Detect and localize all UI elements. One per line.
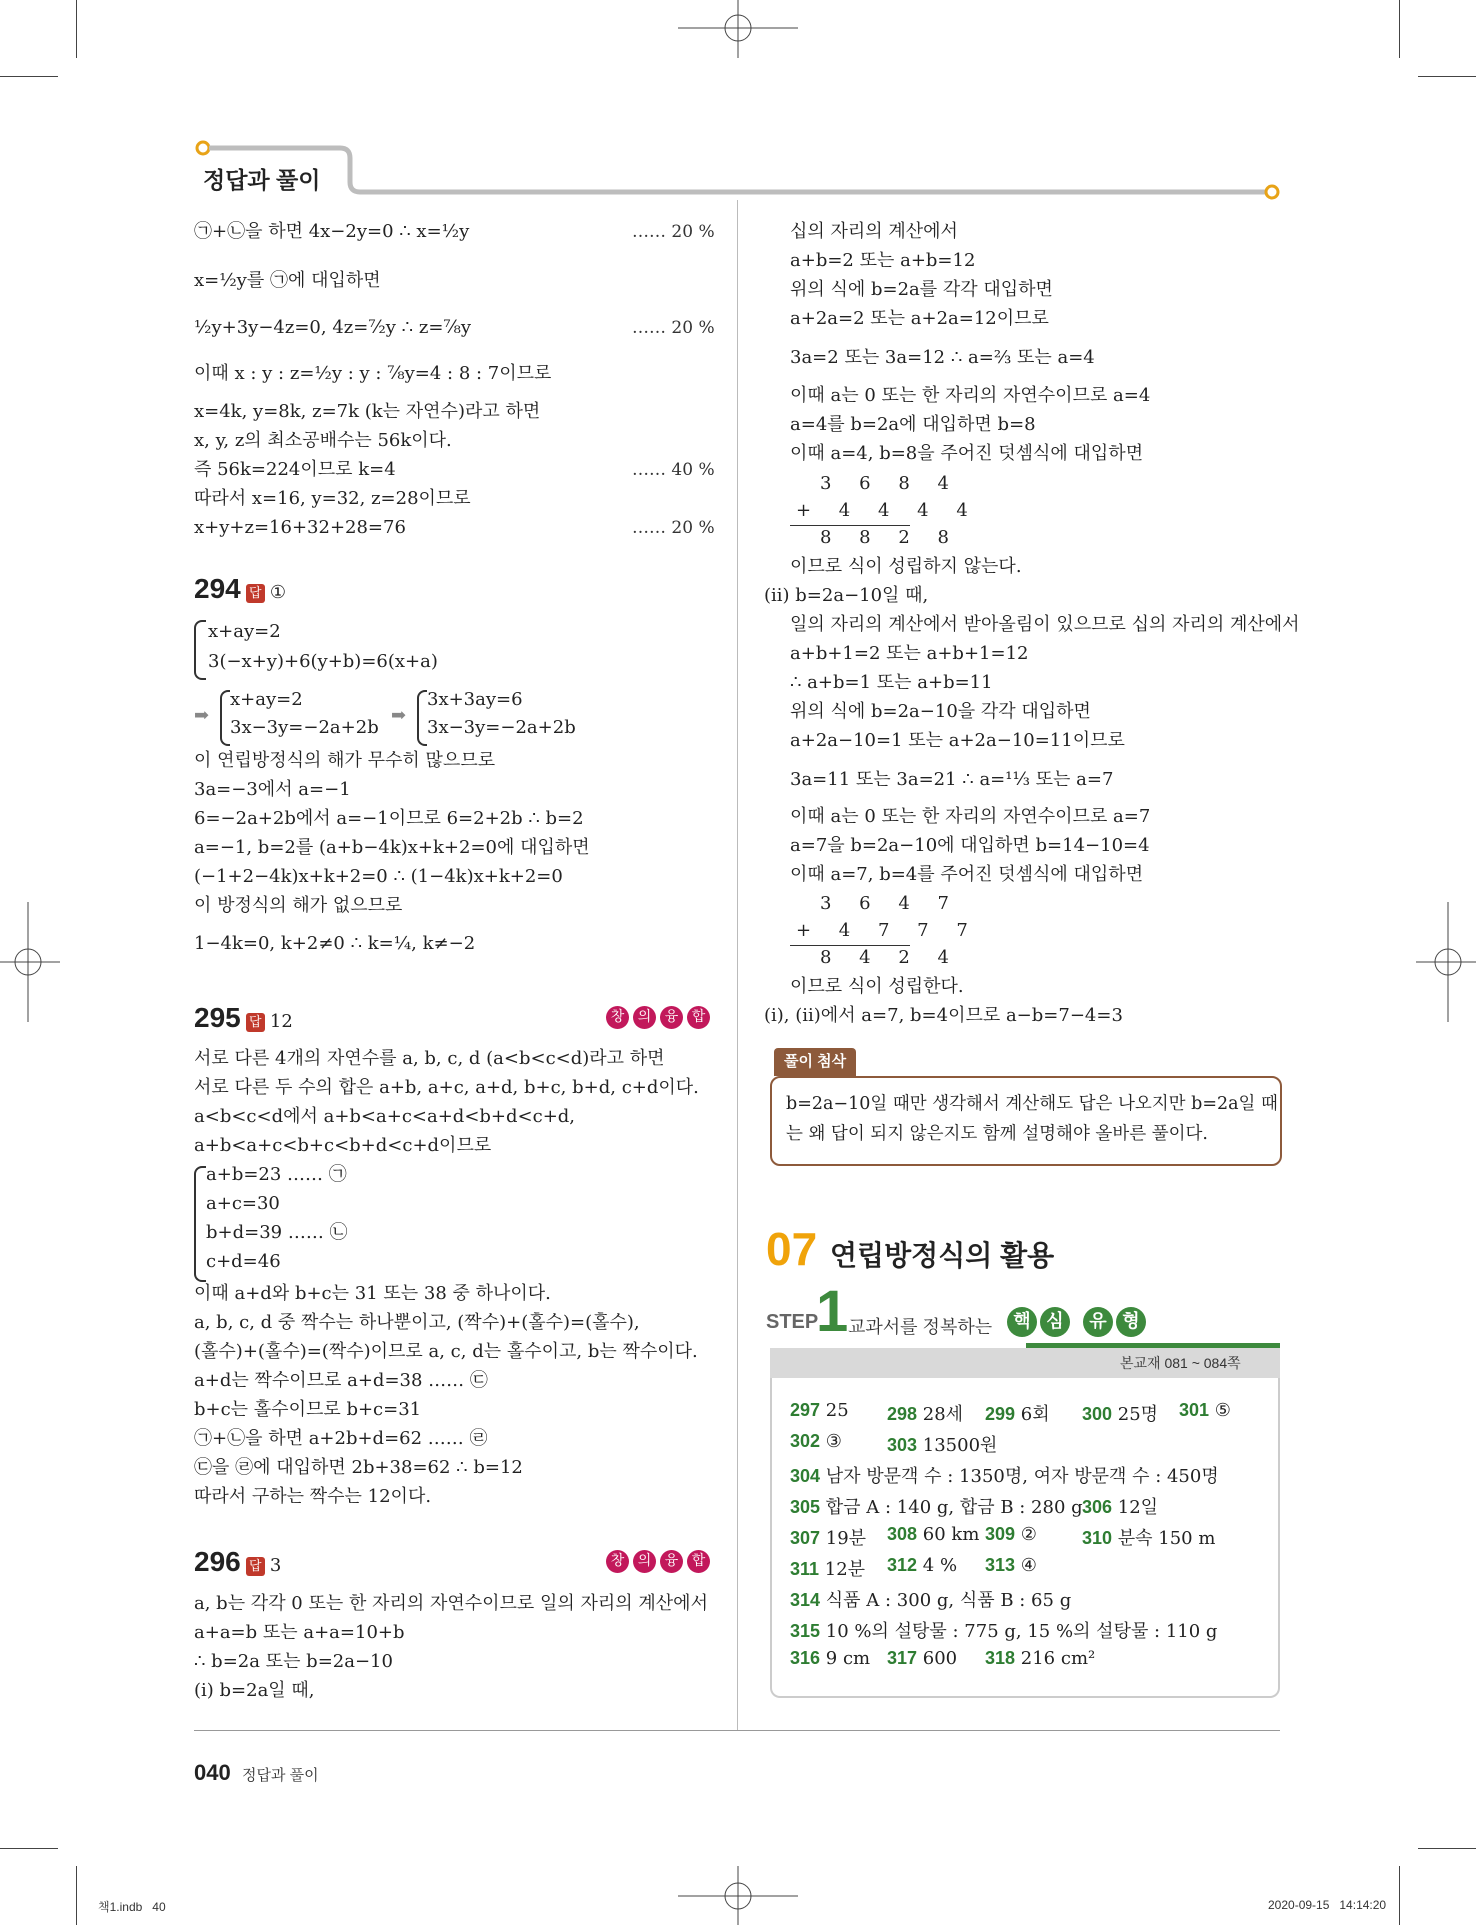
- question-answer: 28세: [922, 1404, 964, 1425]
- section-number: 07: [766, 1223, 818, 1275]
- solution-line: 십의 자리의 계산에서: [790, 221, 958, 242]
- problem-number: 295: [194, 1002, 241, 1033]
- solution-line: x+y+z=16+32+28=76: [194, 517, 406, 538]
- badge: 유: [1083, 1307, 1113, 1337]
- question-answer: 합금 A : 140 g, 합금 B : 280 g: [825, 1497, 1083, 1518]
- question-answer: 12분: [824, 1559, 866, 1580]
- question-answer: 남자 방문객 수 : 1350명, 여자 방문객 수 : 450명: [825, 1466, 1219, 1487]
- page-number: 040: [194, 1760, 231, 1785]
- question-number: 302: [790, 1431, 821, 1451]
- question-number: 301: [1179, 1400, 1210, 1420]
- question-number: 300: [1082, 1404, 1113, 1424]
- question-number: 306: [1082, 1497, 1113, 1517]
- solution-line: 이때 a는 0 또는 한 자리의 자연수이므로 a=7: [790, 806, 1151, 827]
- solution-line: a=−1, b=2를 (a+b−4k)x+k+2=0에 대입하면: [194, 837, 590, 858]
- equation: x+ay=2: [230, 689, 303, 710]
- solution-line: 따라서 구하는 짝수는 12이다.: [194, 1486, 432, 1507]
- brace-icon: [220, 690, 230, 746]
- trim-line: [0, 1848, 58, 1849]
- equation: a+c=30: [206, 1193, 280, 1214]
- solution-line: a+b=2 또는 a+b=12: [790, 250, 976, 271]
- section-title: 연립방정식의 활용: [830, 1240, 1055, 1271]
- brace-icon: [194, 620, 206, 680]
- solution-line: 이 방정식의 해가 없으므로: [194, 895, 403, 916]
- solution-line: 일의 자리의 계산에서 받아올림이 있으므로 십의 자리의 계산에서: [790, 614, 1300, 635]
- question-number: 318: [985, 1648, 1016, 1668]
- tip-text: 는 왜 답이 되지 않은지도 함께 설명해야 올바른 풀이다.: [786, 1124, 1208, 1144]
- answer-value: 3: [269, 1555, 282, 1576]
- addition-row: 8 8 2 8: [820, 527, 960, 548]
- score-percent: …… 20 %: [632, 318, 715, 338]
- badge: 심: [1040, 1307, 1070, 1337]
- question-answer: ③: [825, 1431, 842, 1452]
- question-number: 315: [790, 1621, 821, 1641]
- question-number: 310: [1082, 1528, 1113, 1548]
- question-answer: 600: [922, 1648, 958, 1669]
- solution-line: 위의 식에 b=2a를 각각 대입하면: [790, 279, 1053, 300]
- solution-line: 3a=11 또는 3a=21 ∴ a=¹¹⁄₃ 또는 a=7: [790, 769, 1114, 790]
- question-answer: 분속 150 m: [1117, 1528, 1216, 1549]
- tip-text: b=2a−10일 때만 생각해서 계산해도 답은 나오지만 b=2a일 때: [786, 1094, 1278, 1114]
- problem-heading: [194, 1546, 281, 1580]
- brace-icon: [194, 1166, 206, 1282]
- addition-row: + 4 7 7 7: [796, 920, 979, 941]
- badge: 융: [660, 1550, 683, 1573]
- answer-row: [790, 1617, 1217, 1643]
- question-answer: 4 %: [922, 1555, 958, 1576]
- problem-heading: [194, 573, 286, 607]
- problem-heading: [194, 1002, 293, 1036]
- trim-line: [1418, 76, 1476, 77]
- footer-title: 정답과 풀이: [242, 1767, 319, 1784]
- solution-line: ∴ a+b=1 또는 a+b=11: [790, 672, 993, 693]
- badge: 의: [633, 1006, 656, 1029]
- answer-row: [790, 1586, 1071, 1612]
- question-number: 303: [887, 1435, 918, 1455]
- question-answer: 12일: [1117, 1497, 1159, 1518]
- badge: 형: [1116, 1307, 1146, 1337]
- question-number: 298: [887, 1404, 918, 1424]
- footer-rule: [194, 1730, 1280, 1731]
- badge: 의: [633, 1550, 656, 1573]
- page-header-title: 정답과 풀이: [203, 167, 321, 193]
- equation: 3(−x+y)+6(y+b)=6(x+a): [208, 651, 438, 672]
- solution-line: 이때 a=4, b=8을 주어진 덧셈식에 대입하면: [790, 443, 1144, 464]
- solution-line: a+d는 짝수이므로 a+d=38 …… ㉢: [194, 1370, 488, 1391]
- crop-mark-left: [0, 902, 60, 1022]
- header-bar: [190, 140, 1280, 200]
- question-answer: 19분: [825, 1528, 867, 1549]
- question-answer: ②: [1020, 1524, 1037, 1545]
- solution-line: ㉠+㉡을 하면 4x−2y=0 ∴ x=½y: [194, 221, 470, 242]
- solution-line: a=7을 b=2a−10에 대입하면 b=14−10=4: [790, 835, 1150, 856]
- question-answer: 9 cm: [825, 1648, 871, 1669]
- question-number: 314: [790, 1590, 821, 1610]
- solution-line: a+b+1=2 또는 a+b+1=12: [790, 643, 1029, 664]
- equation: a+b=23 …… ㉠: [206, 1164, 347, 1185]
- solution-line: 이때 x : y : z=½y : y : ⁷⁄₈y=4 : 8 : 7이므로: [194, 363, 552, 384]
- addition-row: + 4 4 4 4: [796, 500, 979, 521]
- solution-line: a+a=b 또는 a+a=10+b: [194, 1622, 405, 1643]
- addition-row: 8 4 2 4: [820, 947, 960, 968]
- trim-line: [0, 76, 58, 77]
- solution-line: (ii) b=2a−10일 때,: [764, 585, 929, 606]
- solution-line: 이때 a+d와 b+c는 31 또는 38 중 하나이다.: [194, 1283, 551, 1304]
- question-number: 305: [790, 1497, 821, 1517]
- question-number: 316: [790, 1648, 821, 1668]
- question-answer: 6회: [1020, 1404, 1050, 1425]
- solution-line: a=4를 b=2a에 대입하면 b=8: [790, 414, 1036, 435]
- solution-line: 1−4k=0, k+2≠0 ∴ k=¼, k≠−2: [194, 933, 476, 954]
- crop-mark-right: [1416, 902, 1476, 1022]
- solution-line: 이 연립방정식의 해가 무수히 많으므로: [194, 750, 496, 771]
- solution-line: (i), (ii)에서 a=7, b=4이므로 a−b=7−4=3: [764, 1005, 1123, 1026]
- step-badges: [1004, 1307, 1146, 1337]
- question-number: 311: [790, 1559, 820, 1579]
- equation: 3x−3y=−2a+2b: [427, 717, 576, 738]
- solution-line: ∴ b=2a 또는 b=2a−10: [194, 1651, 393, 1672]
- solution-line: 즉 56k=224이므로 k=4: [194, 459, 396, 480]
- addition-row: 3 6 4 7: [820, 893, 960, 914]
- badge: 융: [660, 1006, 683, 1029]
- question-answer: 25: [825, 1400, 849, 1421]
- solution-line: 6=−2a+2b에서 a=−1이므로 6=2+2b ∴ b=2: [194, 808, 584, 829]
- solution-line: ㉠+㉡을 하면 a+2b+d=62 …… ㉣: [194, 1428, 488, 1449]
- arrow-icon: ➡: [194, 705, 210, 726]
- question-answer: 10 %의 설탕물 : 775 g, 15 %의 설탕물 : 110 g: [825, 1621, 1218, 1642]
- problem-number: 294: [194, 573, 241, 604]
- crop-mark-bottom: [678, 1866, 798, 1925]
- question-answer: 25명: [1117, 1404, 1159, 1425]
- solution-line: 이때 a는 0 또는 한 자리의 자연수이므로 a=4: [790, 385, 1151, 406]
- solution-line: 이므로 식이 성립한다.: [790, 976, 964, 997]
- solution-line: a+2a=2 또는 a+2a=12이므로: [790, 308, 1049, 329]
- question-number: 297: [790, 1400, 821, 1420]
- score-percent: …… 40 %: [632, 460, 715, 480]
- tip-label: 풀이 첨삭: [774, 1048, 856, 1076]
- answer-value: ①: [269, 582, 287, 603]
- arrow-icon: ➡: [391, 705, 407, 726]
- badge: 핵: [1007, 1307, 1037, 1337]
- trim-line: [1399, 1866, 1400, 1925]
- solution-line: 따라서 x=16, y=32, z=28이므로: [194, 488, 471, 509]
- question-answer: 60 km: [922, 1524, 980, 1545]
- badge: 창: [606, 1006, 629, 1029]
- answer-tag: 답: [246, 1557, 265, 1576]
- answer-tag: 답: [246, 584, 265, 603]
- answer-row: [790, 1462, 1219, 1488]
- solution-line: a+2a−10=1 또는 a+2a−10=11이므로: [790, 730, 1125, 751]
- equation: x+ay=2: [208, 621, 281, 642]
- trim-line: [76, 1866, 77, 1925]
- solution-line: x=½y를 ㉠에 대입하면: [194, 270, 381, 291]
- question-number: 309: [985, 1524, 1016, 1544]
- creative-badges: [602, 1550, 710, 1573]
- score-percent: …… 20 %: [632, 518, 715, 538]
- brace-icon: [417, 690, 427, 746]
- print-timestamp: 2020-09-15 14:14:20: [1268, 1898, 1387, 1912]
- score-percent: …… 20 %: [632, 222, 715, 242]
- solution-line: a<b<c<d에서 a+b<a+c<a+d<b+d<c+d,: [194, 1106, 576, 1127]
- solution-line: a, b는 각각 0 또는 한 자리의 자연수이므로 일의 자리의 계산에서: [194, 1593, 708, 1614]
- equation: 3x−3y=−2a+2b: [230, 717, 379, 738]
- trim-line: [1418, 1848, 1476, 1849]
- question-number: 313: [985, 1555, 1016, 1575]
- step-number: 1: [816, 1279, 849, 1344]
- trim-line: [76, 0, 77, 58]
- solution-line: ㉢을 ㉣에 대입하면 2b+38=62 ∴ b=12: [194, 1457, 523, 1478]
- equation: b+d=39 …… ㉡: [206, 1222, 348, 1243]
- solution-line: 이므로 식이 성립하지 않는다.: [790, 556, 1022, 577]
- addition-row: 3 6 8 4: [820, 473, 960, 494]
- solution-line: 위의 식에 b=2a−10을 각각 대입하면: [790, 701, 1091, 722]
- question-number: 317: [887, 1648, 918, 1668]
- badge: 창: [606, 1550, 629, 1573]
- answer-tag: 답: [246, 1013, 265, 1032]
- solution-line: 3a=−3에서 a=−1: [194, 779, 351, 800]
- solution-line: x, y, z의 최소공배수는 56k이다.: [194, 430, 452, 451]
- question-answer: 식품 A : 300 g, 식품 B : 65 g: [825, 1590, 1072, 1611]
- solution-line: (홀수)+(홀수)=(짝수)이므로 a, c, d는 홀수이고, b는 짝수이다.: [194, 1341, 698, 1362]
- step-label: STEP: [766, 1311, 819, 1333]
- solution-line: 서로 다른 두 수의 합은 a+b, a+c, a+d, b+c, b+d, c+d이다.: [194, 1077, 699, 1098]
- question-answer: 13500원: [922, 1435, 998, 1456]
- step-text: 교과서를 정복하는: [848, 1317, 993, 1337]
- solution-line: ½y+3y−4z=0, 4z=⁷⁄₂y ∴ z=⁷⁄₈y: [194, 317, 472, 338]
- equation: 3x+3ay=6: [427, 689, 523, 710]
- badge: 합: [687, 1006, 710, 1029]
- solution-line: a+b<a+c<b+c<b+d<c+d이므로: [194, 1135, 492, 1156]
- question-answer: ⑤: [1214, 1400, 1231, 1421]
- print-file: 책1.indb 40: [98, 1900, 166, 1914]
- question-number: 304: [790, 1466, 821, 1486]
- answer-value: 12: [269, 1011, 293, 1032]
- solution-line: x=4k, y=8k, z=7k (k는 자연수)라고 하면: [194, 401, 541, 422]
- equation: c+d=46: [206, 1251, 281, 1272]
- pages-ref: 본교재 081 ~ 084쪽: [1120, 1355, 1241, 1371]
- question-number: 307: [790, 1528, 821, 1548]
- solution-line: (i) b=2a일 때,: [194, 1680, 315, 1701]
- question-answer: ④: [1020, 1555, 1037, 1576]
- solution-line: (−1+2−4k)x+k+2=0 ∴ (1−4k)x+k+2=0: [194, 866, 563, 887]
- question-number: 299: [985, 1404, 1016, 1424]
- question-answer: 216 cm²: [1020, 1648, 1096, 1669]
- solution-line: a, b, c, d 중 짝수는 하나뿐이고, (짝수)+(홀수)=(홀수),: [194, 1312, 640, 1333]
- trim-line: [1399, 0, 1400, 58]
- question-number: 312: [887, 1555, 918, 1575]
- badge: 합: [687, 1550, 710, 1573]
- solution-line: 서로 다른 4개의 자연수를 a, b, c, d (a<b<c<d)라고 하면: [194, 1048, 665, 1069]
- crop-mark-top: [678, 0, 798, 60]
- solution-line: b+c는 홀수이므로 b+c=31: [194, 1399, 422, 1420]
- creative-badges: [602, 1006, 710, 1029]
- solution-line: 이때 a=7, b=4를 주어진 덧셈식에 대입하면: [790, 864, 1144, 885]
- question-number: 308: [887, 1524, 918, 1544]
- column-divider: [737, 200, 738, 1730]
- solution-line: 3a=2 또는 3a=12 ∴ a=⅔ 또는 a=4: [790, 347, 1095, 368]
- problem-number: 296: [194, 1546, 241, 1577]
